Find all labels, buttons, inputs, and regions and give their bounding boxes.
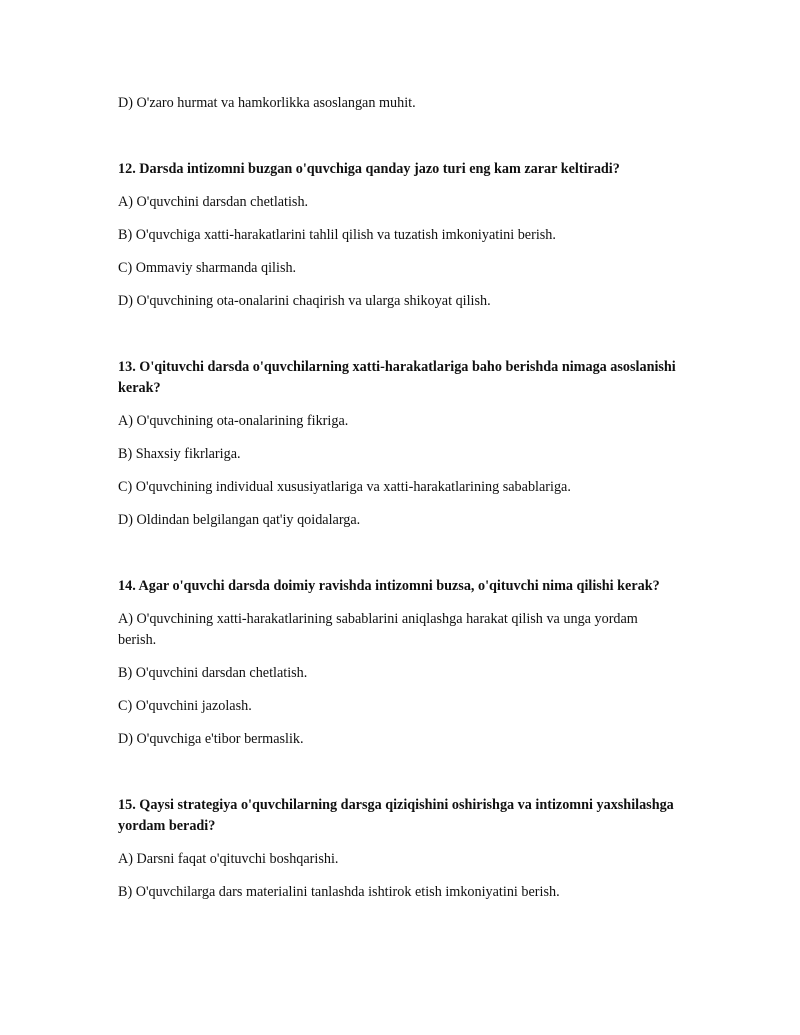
answer-option: D) Oldindan belgilangan qat'iy qoidalarga. xyxy=(118,512,361,528)
question-text: 12. Darsda intizomni buzgan o'quvchiga qanday jazo turi eng kam zarar keltiradi? xyxy=(118,161,620,177)
answer-option: D) O'quvchiga e'tibor bermaslik. xyxy=(118,731,304,747)
answer-option: C) O'quvchini jazolash. xyxy=(118,698,252,714)
answer-option: A) O'quvchining xatti-harakatlarining sabablarini aniqlashga harakat qilish va unga yordam berish. xyxy=(118,611,638,648)
question-text: 15. Qaysi strategiya o'quvchilarning darsga qiziqishini oshirishga va intizomni yaxshilashga yordam beradi? xyxy=(118,797,674,834)
answer-option: A) Darsni faqat o'qituvchi boshqarishi. xyxy=(118,851,339,867)
question-block xyxy=(118,159,678,312)
answer-option: D) O'quvchining ota-onalarini chaqirish va ularga shikoyat qilish. xyxy=(118,293,491,309)
answer-option: B) O'quvchini darsdan chetlatish. xyxy=(118,665,308,681)
question-text: 13. O'qituvchi darsda o'quvchilarning xatti-harakatlariga baho berishda nimaga asoslanishi kerak? xyxy=(118,359,676,396)
answer-option: B) O'quvchilarga dars materialini tanlashda ishtirok etish imkoniyatini berish. xyxy=(118,884,560,900)
answer-option: C) Ommaviy sharmanda qilish. xyxy=(118,260,297,276)
question-block xyxy=(118,795,678,903)
question-text: 14. Agar o'quvchi darsda doimiy ravishda intizomni buzsa, o'qituvchi nima qilishi kerak? xyxy=(118,578,660,594)
option-text: D) O'zaro hurmat va hamkorlikka asoslangan muhit. xyxy=(118,95,416,111)
document-page xyxy=(118,93,678,903)
answer-option: A) O'quvchining ota-onalarining fikriga. xyxy=(118,413,349,429)
question-block xyxy=(118,576,678,750)
answer-option: A) O'quvchini darsdan chetlatish. xyxy=(118,194,309,210)
answer-option: B) Shaxsiy fikrlariga. xyxy=(118,446,241,462)
question-block xyxy=(118,357,678,531)
answer-option: B) O'quvchiga xatti-harakatlarini tahlil qilish va tuzatish imkoniyatini berish. xyxy=(118,227,556,243)
answer-option: C) O'quvchining individual xususiyatlariga va xatti-harakatlarining sabablariga. xyxy=(118,479,571,495)
